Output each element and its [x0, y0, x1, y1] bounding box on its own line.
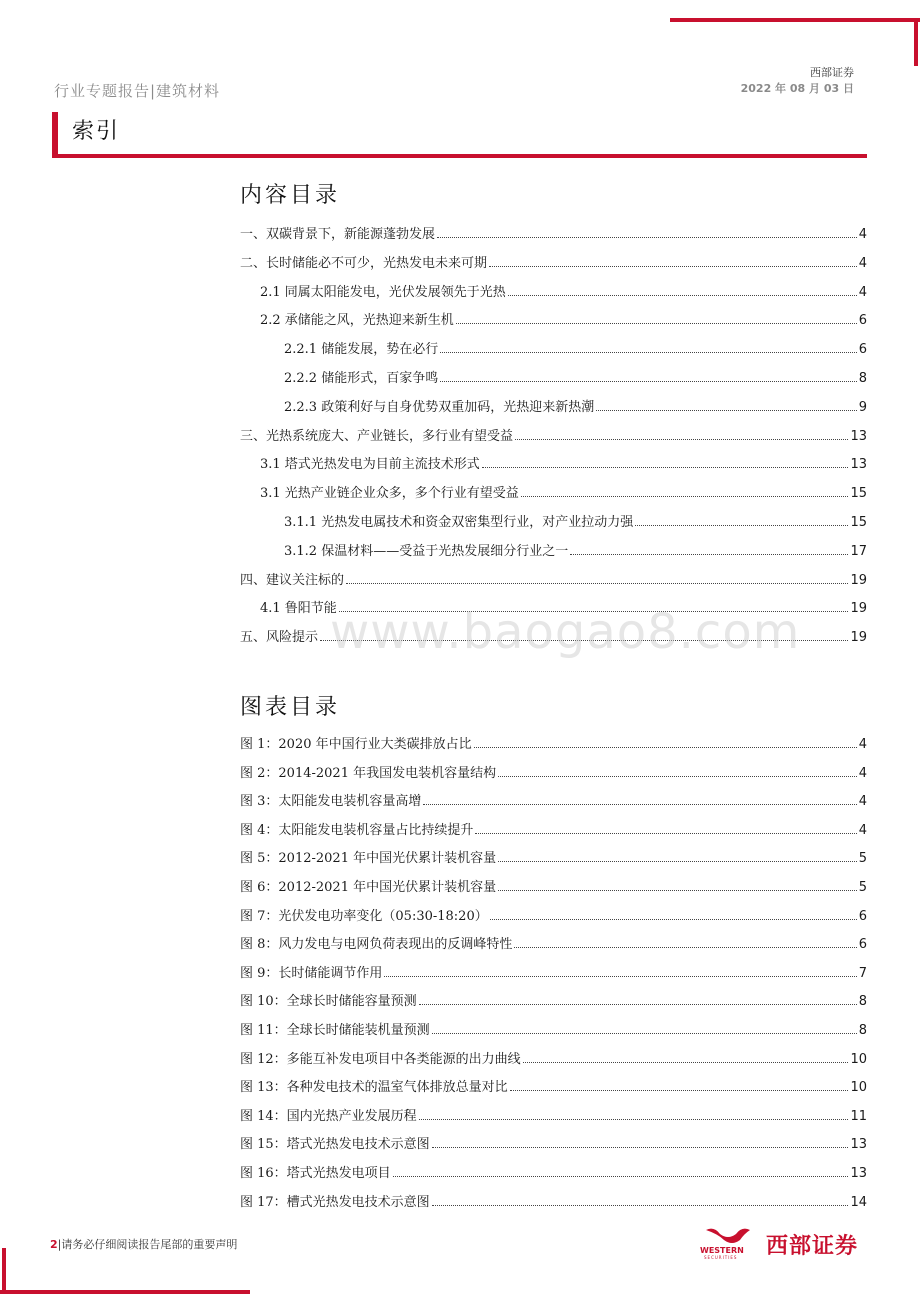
logo-english: WESTERN — [700, 1246, 744, 1255]
toc-entry-page: 4 — [858, 794, 867, 810]
toc-entry[interactable] — [240, 846, 867, 866]
toc-entry[interactable] — [240, 1161, 867, 1181]
toc-entry-page: 13 — [850, 1137, 867, 1153]
toc-entry-page: 4 — [858, 255, 867, 271]
toc-dot-leader — [498, 861, 857, 862]
page-number: 2 — [50, 1238, 58, 1251]
toc-entry-page: 4 — [858, 284, 867, 300]
toc-entry-page: 19 — [850, 601, 867, 617]
toc-entry[interactable] — [240, 932, 867, 952]
toc-entry-page: 6 — [858, 908, 867, 924]
toc-dot-leader — [346, 583, 848, 584]
toc-entry[interactable] — [240, 568, 867, 588]
footer-disclaimer: |请务必仔细阅读报告尾部的重要声明 — [57, 1238, 238, 1251]
figures-heading: 图表目录 — [240, 695, 341, 720]
toc-entry-page: 13 — [850, 1166, 867, 1181]
corner-decoration-bottom-left-vertical — [2, 1248, 6, 1294]
toc-entry[interactable] — [240, 481, 867, 501]
toc-dot-leader — [384, 976, 856, 977]
toc-entry[interactable] — [240, 395, 867, 415]
toc-dot-leader — [423, 804, 856, 805]
toc-entry-title: 一、双碳背景下，新能源蓬勃发展 — [240, 227, 436, 242]
watermark: www.baogao8.com — [330, 604, 801, 660]
toc-entry-page: 8 — [858, 371, 867, 386]
toc-entry[interactable] — [240, 222, 867, 242]
toc-entry-page: 14 — [850, 1194, 867, 1210]
corner-decoration-top-right — [670, 18, 920, 22]
toc-dot-leader — [510, 1090, 849, 1091]
toc-dot-leader — [498, 890, 857, 891]
toc-entry[interactable] — [240, 989, 867, 1009]
toc-entry-page: 6 — [858, 313, 867, 329]
toc-entry[interactable] — [240, 251, 867, 271]
corner-decoration-top-right-vertical — [914, 18, 918, 66]
toc-dot-leader — [419, 1119, 849, 1120]
toc-entry-page: 19 — [850, 572, 867, 588]
toc-entry-page: 4 — [858, 227, 867, 242]
toc-entry-page: 8 — [858, 994, 867, 1010]
toc-entry-title: 二、长时储能必不可少，光热发电未来可期 — [240, 255, 488, 271]
toc-entry-title: 图 1：2020 年中国行业大类碳排放占比 — [240, 737, 472, 752]
toc-dot-leader — [489, 266, 857, 267]
toc-entry[interactable] — [240, 337, 867, 357]
toc-entry[interactable] — [240, 761, 867, 781]
toc-dot-leader — [456, 323, 857, 324]
toc-entry-title: 图 17：槽式光热发电技术示意图 — [240, 1194, 430, 1210]
toc-entry-title: 图 3：太阳能发电装机容量高增 — [240, 794, 422, 810]
toc-entry-title: 图 7：光伏发电功率变化（05:30-18:20） — [240, 908, 488, 924]
toc-entry-page: 11 — [850, 1108, 867, 1124]
toc-entry-page: 4 — [858, 737, 867, 752]
toc-dot-leader — [437, 237, 857, 238]
toc-entry[interactable] — [240, 1047, 867, 1067]
header-date: 2022 年 08 月 03 日 — [740, 82, 854, 95]
toc-dot-leader — [596, 410, 857, 411]
toc-entry-title: 图 4：太阳能发电装机容量占比持续提升 — [240, 822, 474, 838]
toc-entry[interactable] — [240, 1104, 867, 1124]
toc-entry[interactable] — [240, 1075, 867, 1095]
toc-dot-leader — [474, 747, 857, 748]
toc-dot-leader — [432, 1205, 849, 1206]
logo-subtitle: SECURITIES — [704, 1255, 738, 1260]
toc-dot-leader — [498, 776, 857, 777]
report-category: 行业专题报告|建筑材料 — [54, 82, 221, 100]
toc-dot-leader — [419, 1004, 857, 1005]
toc-entry-title: 图 15：塔式光热发电技术示意图 — [240, 1137, 430, 1153]
toc-dot-leader — [393, 1176, 849, 1177]
toc-entry-page: 13 — [850, 428, 867, 444]
toc-entry-title: 4.1 鲁阳节能 — [260, 601, 337, 617]
toc-entry-title: 图 13：各种发电技术的温室气体排放总量对比 — [240, 1080, 508, 1096]
toc-entry-title: 图 12：多能互补发电项目中各类能源的出力曲线 — [240, 1051, 521, 1067]
toc-entry[interactable] — [240, 875, 867, 895]
toc-entry-page: 7 — [858, 965, 867, 981]
toc-entry-title: 2.2.1 储能发展，势在必行 — [284, 342, 439, 358]
toc-entry-title: 2.2 承储能之风，光热迎来新生机 — [260, 313, 454, 329]
toc-entry-title: 图 9：长时储能调节作用 — [240, 965, 383, 981]
toc-entry[interactable] — [240, 424, 867, 444]
toc-entry-title: 图 16：塔式光热发电项目 — [240, 1166, 391, 1181]
toc-entry-title: 图 8：风力发电与电网负荷表现出的反调峰特性 — [240, 937, 513, 953]
toc-entry-title: 图 2：2014-2021 年我国发电装机容量结构 — [240, 765, 497, 781]
toc-entry[interactable] — [240, 961, 867, 981]
logo-mark — [700, 1226, 756, 1262]
toc-entry-page: 6 — [858, 937, 867, 953]
toc-entry-page: 5 — [858, 851, 867, 867]
toc-entry-page: 10 — [850, 1051, 867, 1067]
toc-entry-title: 3.1.2 保温材料——受益于光热发展细分行业之一 — [284, 543, 569, 559]
toc-dot-leader — [432, 1147, 849, 1148]
toc-entry-page: 4 — [858, 765, 867, 781]
toc-dot-leader — [432, 1033, 857, 1034]
toc-entry[interactable] — [240, 732, 867, 752]
toc-entry-page: 10 — [850, 1080, 867, 1096]
toc-entry-title: 2.1 同属太阳能发电，光伏发展领先于光热 — [260, 284, 506, 300]
toc-dot-leader — [521, 496, 849, 497]
corner-decoration-bottom-left — [0, 1290, 250, 1294]
company-logo — [700, 1226, 858, 1262]
toc-entry-page: 13 — [850, 457, 867, 473]
toc-entry[interactable] — [240, 1132, 867, 1152]
toc-dot-leader — [475, 833, 856, 834]
toc-dot-leader — [482, 467, 849, 468]
toc-entry[interactable] — [240, 1190, 867, 1210]
toc-dot-leader — [515, 439, 848, 440]
section-title: 索引 — [72, 119, 121, 144]
toc-entry-title: 2.2.2 储能形式，百家争鸣 — [284, 371, 439, 386]
toc-dot-leader — [440, 352, 857, 353]
toc-entry-title: 四、建议关注标的 — [240, 572, 345, 588]
toc-entry-page: 6 — [858, 342, 867, 358]
toc-dot-leader — [635, 525, 848, 526]
toc-entry-page: 8 — [858, 1023, 867, 1038]
footer — [50, 1236, 237, 1252]
logo-bull-icon — [700, 1226, 756, 1248]
toc-entry-page: 17 — [850, 543, 867, 559]
toc-entry-page: 15 — [850, 486, 867, 502]
toc-entry-page: 15 — [850, 515, 867, 530]
toc-entry-title: 图 14：国内光热产业发展历程 — [240, 1108, 417, 1124]
toc-dot-leader — [570, 554, 848, 555]
toc-entry-title: 图 5：2012-2021 年中国光伏累计装机容量 — [240, 851, 497, 867]
section-divider — [52, 154, 867, 158]
toc-entry-page: 4 — [858, 822, 867, 838]
toc-dot-leader — [523, 1062, 849, 1063]
contents-heading: 内容目录 — [240, 183, 341, 208]
toc-dot-leader — [508, 295, 857, 296]
toc-entry[interactable] — [240, 789, 867, 809]
toc-entry[interactable] — [240, 539, 867, 559]
section-accent-bar — [52, 112, 58, 158]
toc-entry-title: 2.2.3 政策利好与自身优势双重加码，光热迎来新热潮 — [284, 399, 595, 415]
toc-entry[interactable] — [240, 510, 867, 530]
toc-entry[interactable] — [240, 904, 867, 924]
toc-entry[interactable] — [240, 366, 867, 386]
toc-entry-title: 五、风险提示 — [240, 630, 319, 646]
header-company: 西部证券 — [810, 66, 854, 79]
toc-entry-page: 19 — [850, 630, 867, 646]
toc-entry[interactable] — [240, 308, 867, 328]
toc-dot-leader — [440, 381, 857, 382]
toc-dot-leader — [490, 919, 857, 920]
toc-entry-page: 5 — [858, 880, 867, 895]
toc-dot-leader — [514, 947, 856, 948]
toc-entry-title: 图 6：2012-2021 年中国光伏累计装机容量 — [240, 880, 497, 895]
toc-entry-title: 3.1 塔式光热发电为目前主流技术形式 — [260, 457, 480, 473]
toc-entry-title: 3.1 光热产业链企业众多，多个行业有望受益 — [260, 486, 519, 502]
toc-entry-title: 图 10：全球长时储能容量预测 — [240, 994, 417, 1010]
toc-entry[interactable] — [240, 280, 867, 300]
toc-entry-title: 三、光热系统庞大、产业链长，多行业有望受益 — [240, 428, 514, 444]
toc-entry-page: 9 — [858, 399, 867, 415]
toc-entry[interactable] — [240, 1018, 867, 1038]
toc-entry-title: 3.1.1 光热发电属技术和资金双密集型行业，对产业拉动力强 — [284, 515, 634, 530]
toc-entry[interactable] — [240, 452, 867, 472]
logo-chinese: 西部证券 — [766, 1233, 859, 1259]
toc-entry[interactable] — [240, 818, 867, 838]
toc-entry-title: 图 11：全球长时储能装机量预测 — [240, 1023, 430, 1038]
